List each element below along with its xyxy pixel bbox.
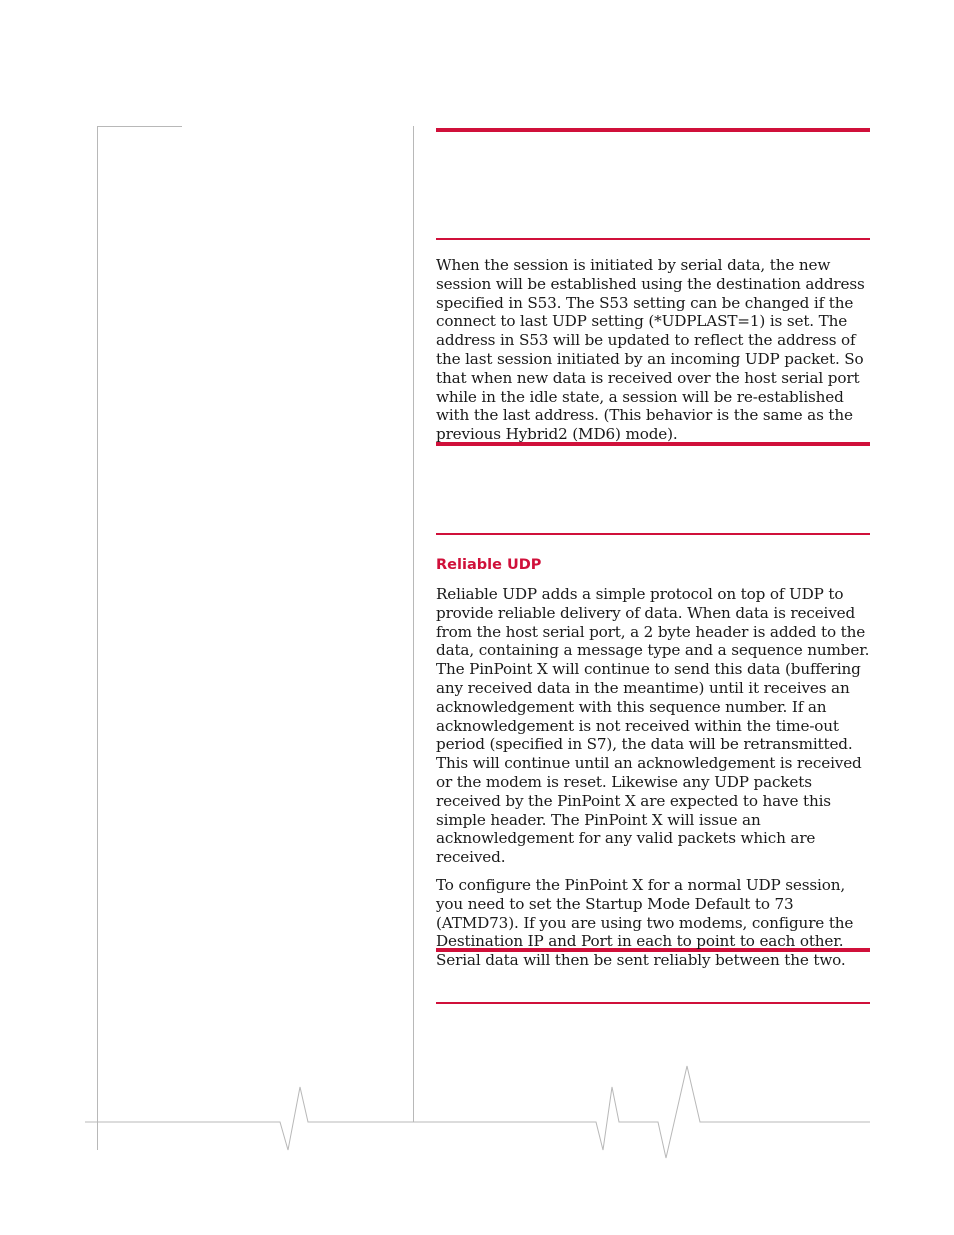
- session-paragraph: When the session is initiated by serial data, the new session will be established using the destination address specified in S53. The S53 setting can be changed if the connect to last UDP setting (*UDPLAST=1) is set. The address in S53 will be updated to reflect the address of the last session initiated by an incoming UDP packet. So that when new data is received over the host serial port while in the idle state, a session will be re-established with the last address. (This behavior is the same as the previous Hybrid2 (MD6) mode).: [436, 256, 865, 444]
- section-rule-thin-3: [436, 1002, 870, 1004]
- reliable-udp-heading: Reliable UDP: [436, 557, 542, 573]
- section-1-body: [436, 256, 870, 444]
- section-rule-thin-2: [436, 533, 870, 535]
- section-2-body: [436, 585, 870, 970]
- section-rule-thin-1: [436, 238, 870, 240]
- section-rule-top: [436, 128, 870, 132]
- configure-paragraph: To configure the PinPoint X for a normal UDP session, you need to set the Startup Mode Default to 73 (ATMD73). If you are using two modems, configure the Destination IP and Port in each to point to each other. Serial data will then be sent reliably between the two.: [436, 875, 854, 970]
- reliable-udp-paragraph: Reliable UDP adds a simple protocol on top of UDP to provide reliable delivery of data. When data is received from the host serial port, a 2 byte header is added to the data, containing a message type and a sequence number. The PinPoint X will continue to send this data (buffering any received data in the meantime) until it receives an acknowledgement with this sequence number. If an acknowledgement is not received within the time-out period (specified in S7), the data will be retransmitted. This will continue until an acknowledgement is received or the modem is reset. Likewise any UDP packets received by the PinPoint X are expected to have this simple header. The PinPoint X will issue an acknowledgement for any valid packets which are received.: [436, 585, 870, 867]
